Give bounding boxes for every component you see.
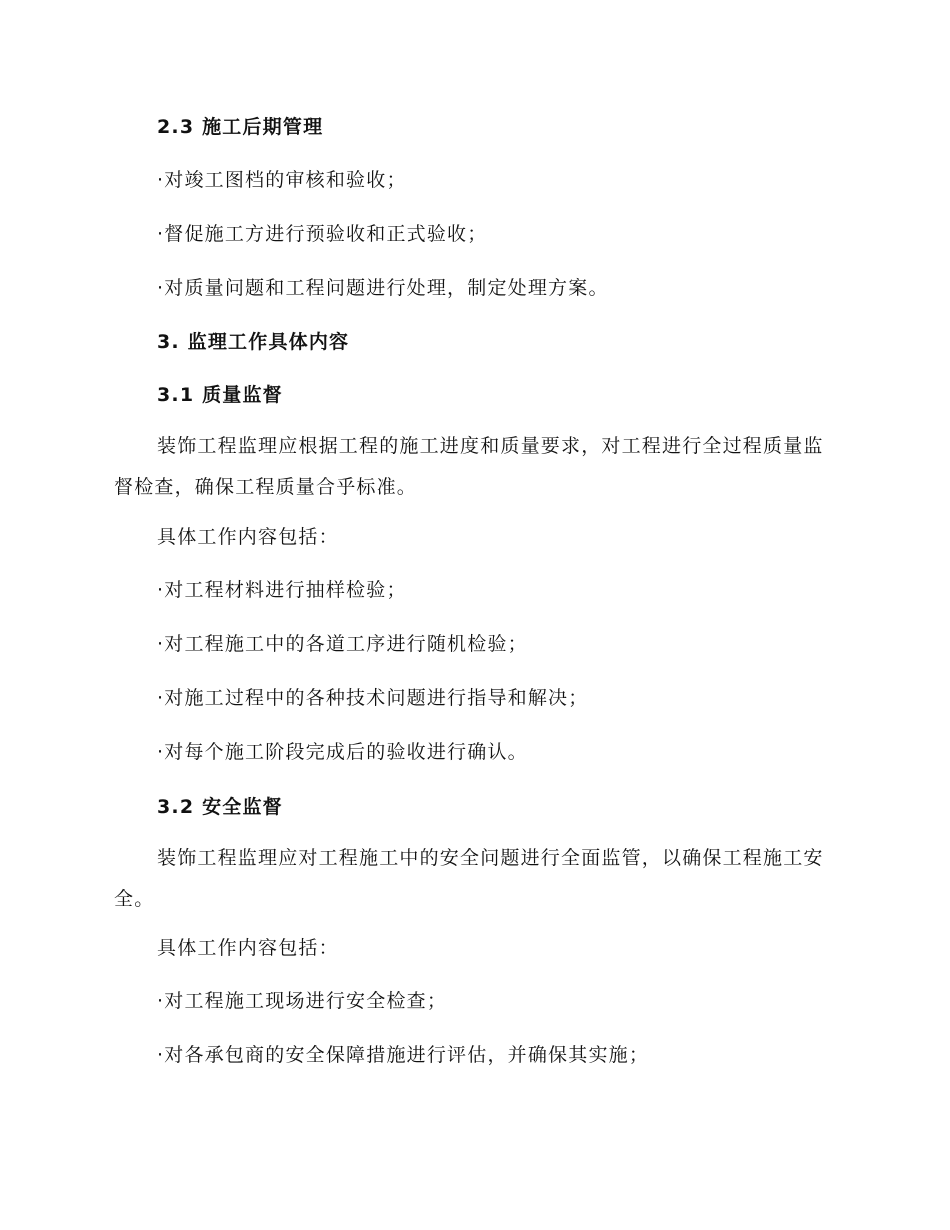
list-item: ·对竣工图档的审核和验收； — [157, 169, 407, 191]
paragraph-safety: 装饰工程监理应对工程施工中的安全问题进行全面监管，以确保工程施工安全。 — [114, 847, 824, 910]
list-item: ·对工程施工现场进行安全检查； — [157, 990, 448, 1012]
list-item: ·对工程材料进行抽样检验； — [157, 579, 407, 601]
section-heading-2-3: 2.3 施工后期管理 — [157, 116, 324, 138]
section-heading-3-2: 3.2 安全监督 — [157, 796, 283, 818]
paragraph-intro: 具体工作内容包括： — [157, 937, 339, 959]
list-item: ·对每个施工阶段完成后的验收进行确认。 — [157, 741, 528, 763]
section-heading-3-1: 3.1 质量监督 — [157, 384, 283, 406]
paragraph-intro: 具体工作内容包括： — [157, 526, 339, 548]
section-heading-3: 3. 监理工作具体内容 — [157, 331, 350, 353]
list-item: ·对各承包商的安全保障措施进行评估，并确保其实施； — [157, 1044, 650, 1066]
list-item: ·督促施工方进行预验收和正式验收； — [157, 223, 488, 245]
list-item: ·对工程施工中的各道工序进行随机检验； — [157, 633, 528, 655]
list-item: ·对质量问题和工程问题进行处理，制定处理方案。 — [157, 277, 609, 299]
list-item: ·对施工过程中的各种技术问题进行指导和解决； — [157, 687, 589, 709]
paragraph-quality: 装饰工程监理应根据工程的施工进度和质量要求，对工程进行全过程质量监督检查，确保工程质量合乎标准。 — [114, 435, 824, 498]
